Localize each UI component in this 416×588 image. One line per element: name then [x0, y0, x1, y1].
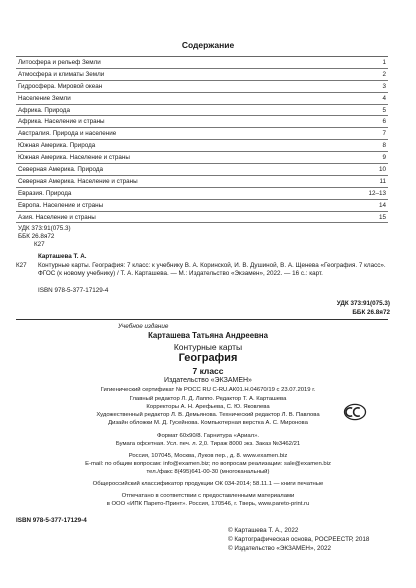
contents-row-page: 11	[379, 177, 386, 185]
imprint-isbn: ISBN 978-5-377-17129-4	[16, 517, 87, 524]
imprint-emails: E-mail: по общим вопросам: info@examen.biz; по вопросам реализации: sale@examen.biz	[85, 461, 331, 467]
contents-row-page: 5	[382, 106, 386, 114]
contents-row-title: Южная Америка. Природа	[18, 142, 96, 150]
imprint-publisher: Издательство «ЭКЗАМЕН»	[164, 377, 252, 384]
contents-row	[16, 164, 388, 176]
contents-row-title: Австралия. Природа и население	[18, 130, 117, 138]
contents-row-page: 4	[382, 94, 386, 102]
contents-row-title: Литосфера и рельеф Земли	[18, 59, 101, 66]
contents-row-title: Атмосфера и климаты Земли	[18, 70, 105, 78]
imprint-printed-2: в ООО «ИПК Парето-Принт». Россия, 170546, г. Тверь, www.pareto-print.ru	[106, 501, 310, 507]
contents-row-page: 7	[382, 130, 386, 138]
imprint-certificate: Гигиенический сертификат № РОСС RU С-RU.АК01.Н.04670/19 с 23.07.2019 г.	[100, 387, 316, 393]
edition-type: Учебное издание	[118, 323, 169, 330]
contents-row	[16, 152, 388, 164]
imprint-paper: Бумага офсетная. Усл. печ. л. 2,0. Тираж 8000 экз. Заказ №3462/21	[115, 441, 301, 447]
contents-table	[16, 56, 388, 223]
catalog-isbn: ISBN 978-5-377-17129-4	[38, 287, 109, 294]
imprint-format: Формат 60х90/8. Гарнитура «Ариал».	[157, 433, 259, 439]
author-code: К27	[34, 241, 45, 248]
copyright-cartography: © Картографическая основа, РОСРЕЕСТР, 2018	[228, 536, 370, 543]
copyright-author: © Карташева Т. А., 2022	[228, 527, 299, 534]
contents-row	[16, 176, 388, 188]
contents-row-title: Население Земли	[18, 94, 71, 102]
contents-row	[16, 140, 388, 152]
divider	[16, 319, 388, 320]
catalog-annotation: Контурные карты. География: 7 класс: к учебнику В. А. Коринской, И. В. Душиной, В. А. Щенева «География. 7 класс». ФГОС (к новому учебнику) / Т. А. Карташева. — М.: Издательство «Экзамен», 2022. — 16 с.: карт.	[38, 262, 386, 277]
imprint-design: Дизайн обложки М. Д. Гусейнова. Компьютерная верстка А. С. Миронова	[108, 420, 308, 426]
contents-row-page: 3	[382, 82, 386, 90]
contents-row-title: Северная Америка. Население и страны	[18, 177, 138, 185]
imprint-grade: 7 класс	[192, 366, 224, 376]
contents-row-page: 1	[382, 59, 386, 66]
imprint-correctors: Корректоры А. Н. Арефьева, С. Ю. Яковлева	[146, 404, 270, 410]
contents-row-title: Южная Америка. Население и страны	[18, 154, 130, 162]
imprint-phone: тел./факс 8(495)641-00-30 (многоканальный)	[146, 469, 270, 475]
contents-row	[16, 212, 388, 224]
imprint-tech-editor: Художественный редактор Л. В. Демьянова. Технический редактор Л. В. Павлова	[96, 412, 320, 418]
imprint-address: Россия, 107045, Москва, Луков пер., д. 8. www.examen.biz	[128, 453, 288, 459]
imprint-editors: Главный редактор Л. Д. Лаппо. Редактор Т. А. Карташева	[129, 396, 287, 402]
contents-row	[16, 188, 388, 200]
copyright-publisher: © Издательство «ЭКЗАМЕН», 2022	[228, 545, 331, 552]
catalog-author: Карташева Т. А.	[38, 253, 87, 260]
contents-row-title: Евразия. Природа	[18, 189, 72, 197]
contents-row-title: Северная Америка. Природа	[18, 166, 103, 174]
contents-row	[16, 93, 388, 105]
contents-row-page: 12–13	[368, 189, 386, 197]
imprint-series: Контурные карты	[173, 342, 243, 352]
bbk-right: ББК 26.8я72	[352, 309, 390, 316]
contents-row-page: 15	[378, 213, 386, 221]
contents-row	[16, 81, 388, 93]
contents-row	[16, 116, 388, 128]
contents-row	[16, 200, 388, 212]
contents-row-page: 10	[378, 166, 386, 174]
catalog-code: К27	[16, 262, 27, 269]
imprint-author: Карташева Татьяна Андреевна	[148, 331, 268, 340]
imprint-subject: География	[178, 352, 238, 364]
udk-code: УДК 373:91(075.3)	[18, 225, 71, 232]
contents-row-title: Азия. Население и страны	[18, 213, 96, 221]
contents-row-title: Гидросфера. Мировой океан	[18, 82, 103, 90]
contents-row-title: Африка. Население и страны	[18, 118, 105, 126]
certification-mark-icon	[343, 403, 367, 421]
contents-row-page: 9	[382, 154, 386, 162]
contents-row	[16, 69, 388, 81]
udk-right: УДК 373:91(075.3)	[336, 300, 390, 307]
imprint-printed-1: Отпечатано в соответствии с предоставленными материалами	[121, 493, 295, 499]
contents-row-page: 6	[382, 118, 386, 126]
contents-row-page: 8	[382, 142, 386, 150]
contents-row-title: Африка. Природа	[18, 106, 70, 114]
contents-row-page: 2	[382, 70, 386, 78]
contents-row	[16, 57, 388, 69]
contents-row-title: Европа. Население и страны	[18, 201, 104, 209]
imprint-okp: Общероссийский классификатор продукции ОК 034-2014; 58.11.1 — книги печатные	[92, 481, 324, 487]
bbk-code: ББК 26.8я72	[18, 233, 55, 240]
contents-row	[16, 105, 388, 117]
contents-row	[16, 128, 388, 140]
contents-row-page: 14	[378, 201, 386, 209]
contents-title: Содержание	[181, 40, 235, 50]
